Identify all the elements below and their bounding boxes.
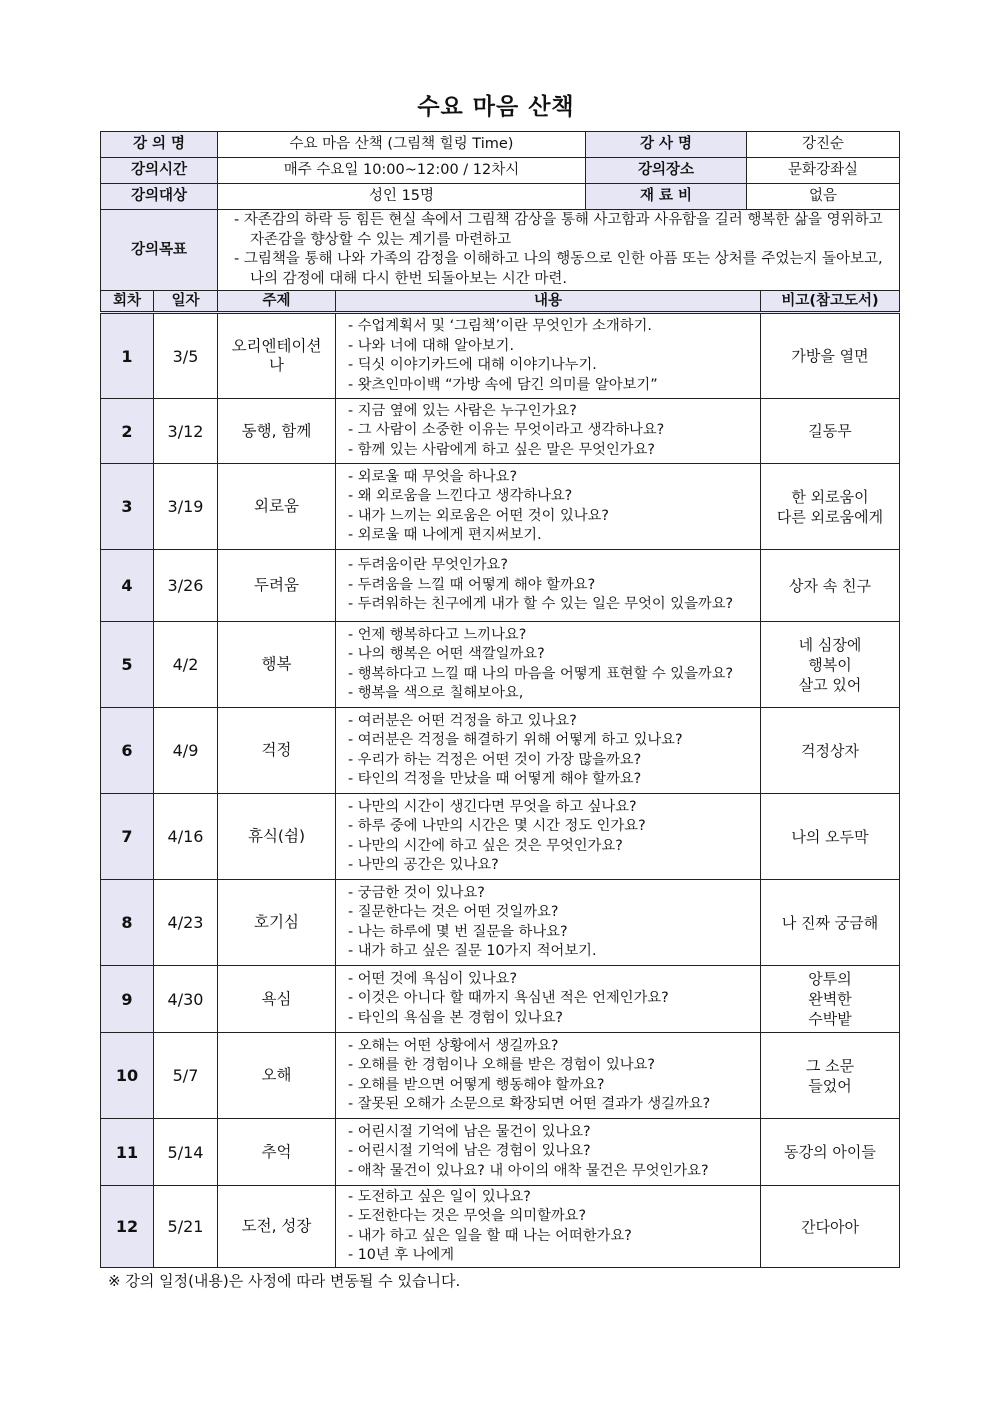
session-content <box>336 1186 761 1268</box>
session-content <box>336 1119 761 1186</box>
content-line: - 나와 너에 대해 알아보기. <box>348 337 514 354</box>
content-line: - 외로울 때 무엇을 하나요? <box>348 468 518 485</box>
content-line: - 내가 하고 싶은 질문 10가지 적어보기. <box>348 943 597 959</box>
course-goal-label: 강의목표 <box>101 210 218 291</box>
session-topic: 외로움 <box>218 464 336 550</box>
session-content <box>336 399 761 464</box>
content-line: - 여러분은 어떤 걱정을 하고 있나요? <box>348 712 577 729</box>
material-fee-value: 없음 <box>747 184 900 210</box>
content-line: - 여러분은 걱정을 해결하기 위해 어떻게 하고 있나요? <box>348 732 683 748</box>
reference-book: 상자 속 친구 <box>761 550 900 622</box>
header-session: 회차 <box>101 291 154 313</box>
course-target-value: 성인 15명 <box>218 184 586 210</box>
reference-book: 길동무 <box>761 399 900 464</box>
reference-book: 그 소문 들었어 <box>761 1033 900 1119</box>
session-topic: 호기심 <box>218 880 336 966</box>
content-line: - 나는 하루에 몇 번 질문을 하나요? <box>348 923 568 940</box>
course-goal-text <box>218 210 900 291</box>
session-date: 3/19 <box>154 464 218 550</box>
session-date: 4/16 <box>154 794 218 880</box>
course-goal-line: - 자존감의 하락 등 힘든 현실 속에서 그림책 감상을 통해 사고함과 사유함을 길러 행복한 삶을 영위하고 자존감을 향상할 수 있는 계기를 마련하고 <box>234 212 883 248</box>
session-topic: 오해 <box>218 1033 336 1119</box>
schedule-row <box>101 464 900 550</box>
session-date: 5/21 <box>154 1186 218 1268</box>
course-target-label: 강의대상 <box>101 184 218 210</box>
reference-book: 간다아아 <box>761 1186 900 1268</box>
schedule-row <box>101 1186 900 1268</box>
session-date: 5/7 <box>154 1033 218 1119</box>
session-topic: 걱정 <box>218 708 336 794</box>
header-date: 일자 <box>154 291 218 313</box>
schedule-row <box>101 708 900 794</box>
session-number: 6 <box>101 708 154 794</box>
session-topic: 도전, 성장 <box>218 1186 336 1268</box>
session-content <box>336 794 761 880</box>
course-goal-line: - 그림책을 통해 나와 가족의 감정을 이해하고 나의 행동으로 인한 아픔 또는 상처를 주었는지 돌아보고, 나의 감정에 대해 다시 한번 되돌아보는 시간 마련. <box>234 251 883 287</box>
session-number: 10 <box>101 1033 154 1119</box>
session-number: 7 <box>101 794 154 880</box>
session-topic: 동행, 함께 <box>218 399 336 464</box>
course-place-value: 문화강좌실 <box>747 158 900 184</box>
session-number: 1 <box>101 313 154 399</box>
reference-book: 네 심장에 행복이 살고 있어 <box>761 622 900 708</box>
session-number: 8 <box>101 880 154 966</box>
session-topic: 행복 <box>218 622 336 708</box>
reference-book: 걱정상자 <box>761 708 900 794</box>
course-info-table <box>100 131 900 291</box>
content-line: - 나의 행복은 어떤 색깔일까요? <box>348 646 545 662</box>
content-line: - 10년 후 나에게 <box>348 1247 455 1263</box>
content-line: - 언제 행복하다고 느끼나요? <box>348 626 527 643</box>
schedule-row <box>101 399 900 464</box>
session-topic: 두려움 <box>218 550 336 622</box>
session-number: 2 <box>101 399 154 464</box>
content-line: - 도전하고 싶은 일이 있나요? <box>348 1188 531 1205</box>
header-topic: 주제 <box>218 291 336 313</box>
header-reference: 비고(참고도서) <box>761 291 900 313</box>
session-date: 3/26 <box>154 550 218 622</box>
content-line: - 이것은 아니다 할 때까지 욕심낸 적은 언제인가요? <box>348 990 669 1007</box>
content-line: - 내가 하고 싶은 일을 할 때 나는 어떠한가요? <box>348 1227 632 1244</box>
content-line: - 딕싯 이야기카드에 대해 이야기나누기. <box>348 357 597 373</box>
content-line: - 외로울 때 나에게 편지써보기. <box>348 527 542 543</box>
course-name-label: 강 의 명 <box>101 132 218 158</box>
course-name-value: 수요 마음 산책 (그림책 힐링 Time) <box>218 132 586 158</box>
header-content: 내용 <box>336 291 761 313</box>
content-line: - 행복하다고 느낄 때 나의 마음을 어떻게 표현할 수 있을까요? <box>348 665 734 682</box>
instructor-label: 강 사 명 <box>586 132 747 158</box>
session-date: 4/23 <box>154 880 218 966</box>
reference-book: 나 진짜 궁금해 <box>761 880 900 966</box>
content-line: - 잘못된 오해가 소문으로 확장되면 어떤 결과가 생길까요? <box>348 1096 711 1112</box>
schedule-row <box>101 966 900 1033</box>
session-date: 4/30 <box>154 966 218 1033</box>
content-line: - 오해를 받으면 어떻게 행동해야 할까요? <box>348 1076 605 1093</box>
session-content <box>336 1033 761 1119</box>
material-fee-label: 재 료 비 <box>586 184 747 210</box>
schedule-row <box>101 622 900 708</box>
content-line: - 두려움이란 무엇인가요? <box>348 557 508 574</box>
reference-book: 한 외로움이 다른 외로움에게 <box>761 464 900 550</box>
session-topic: 오리엔테이션 나 <box>218 313 336 399</box>
page-title: 수요 마음 산책 <box>417 94 575 120</box>
session-number: 11 <box>101 1119 154 1186</box>
session-number: 4 <box>101 550 154 622</box>
course-time-label: 강의시간 <box>101 158 218 184</box>
content-line: - 나만의 시간이 생긴다면 무엇을 하고 싶나요? <box>348 798 637 815</box>
content-line: - 오해는 어떤 상황에서 생길까요? <box>348 1037 559 1054</box>
session-number: 5 <box>101 622 154 708</box>
reference-book: 앙투의 완벽한 수박밭 <box>761 966 900 1033</box>
content-line: - 타인의 걱정을 만났을 때 어떻게 해야 할까요? <box>348 771 642 787</box>
session-date: 3/5 <box>154 313 218 399</box>
schedule-row <box>101 1119 900 1186</box>
content-line: - 질문한다는 것은 어떤 것일까요? <box>348 904 559 920</box>
schedule-body <box>101 313 900 1268</box>
content-line: - 오해를 한 경험이나 오해를 받은 경험이 있나요? <box>348 1057 655 1073</box>
content-line: - 함께 있는 사람에게 하고 싶은 말은 무엇인가요? <box>348 441 655 458</box>
session-content <box>336 880 761 966</box>
content-line: - 두려움을 느낄 때 어떻게 해야 할까요? <box>348 576 596 593</box>
course-place-label: 강의장소 <box>586 158 747 184</box>
schedule-row <box>101 550 900 622</box>
content-line: - 나만의 공간은 있나요? <box>348 857 499 873</box>
content-line: - 두려워하는 친구에게 내가 할 수 있는 일은 무엇이 있을까요? <box>348 596 734 613</box>
content-line: - 왓츠인마이백 “가방 속에 담긴 의미를 알아보기” <box>348 376 658 393</box>
content-line: - 지금 옆에 있는 사람은 누구인가요? <box>348 402 577 419</box>
content-line: - 왜 외로움을 느낀다고 생각하나요? <box>348 488 573 504</box>
session-number: 3 <box>101 464 154 550</box>
content-line: - 하루 중에 나만의 시간은 몇 시간 정도 인가요? <box>348 818 646 834</box>
session-number: 12 <box>101 1186 154 1268</box>
session-date: 4/2 <box>154 622 218 708</box>
content-line: - 내가 느끼는 외로움은 어떤 것이 있나요? <box>348 507 609 524</box>
session-number: 9 <box>101 966 154 1033</box>
reference-book: 가방을 열면 <box>761 313 900 399</box>
schedule-row <box>101 794 900 880</box>
schedule-row <box>101 1033 900 1119</box>
content-line: - 궁금한 것이 있나요? <box>348 884 485 901</box>
content-line: - 나만의 시간에 하고 싶은 것은 무엇인가요? <box>348 837 623 854</box>
course-time-value: 매주 수요일 10:00~12:00 / 12차시 <box>218 158 586 184</box>
content-line: - 수업계획서 및 ‘그림책’이란 무엇인가 소개하기. <box>348 318 652 334</box>
session-date: 5/14 <box>154 1119 218 1186</box>
session-content <box>336 313 761 399</box>
reference-book: 나의 오두막 <box>761 794 900 880</box>
session-topic: 욕심 <box>218 966 336 1033</box>
session-content <box>336 464 761 550</box>
session-date: 4/9 <box>154 708 218 794</box>
content-line: - 행복을 색으로 칠해보아요, <box>348 685 524 701</box>
content-line: - 도전한다는 것은 무엇을 의미할까요? <box>348 1208 587 1224</box>
content-line: - 어린시절 기억에 남은 물건이 있나요? <box>348 1123 591 1140</box>
schedule-note: ※ 강의 일정(내용)은 사정에 따라 변동될 수 있습니다. <box>108 1272 461 1290</box>
session-date: 3/12 <box>154 399 218 464</box>
instructor-value: 강진순 <box>747 132 900 158</box>
session-content <box>336 966 761 1033</box>
content-line: - 어떤 것에 욕심이 있나요? <box>348 970 518 987</box>
schedule-row <box>101 313 900 399</box>
content-line: - 우리가 하는 걱정은 어떤 것이 가장 많을까요? <box>348 751 642 768</box>
content-line: - 타인의 욕심을 본 경험이 있나요? <box>348 1009 564 1026</box>
session-topic: 추억 <box>218 1119 336 1186</box>
session-content <box>336 550 761 622</box>
content-line: - 애착 물건이 있나요? 내 아이의 애착 물건은 무엇인가요? <box>348 1162 709 1179</box>
schedule-table <box>100 290 900 1268</box>
session-content <box>336 708 761 794</box>
reference-book: 동강의 아이들 <box>761 1119 900 1186</box>
content-line: - 그 사람이 소중한 이유는 무엇이라고 생각하나요? <box>348 422 665 439</box>
schedule-row <box>101 880 900 966</box>
content-line: - 어린시절 기억에 남은 경험이 있나요? <box>348 1143 591 1160</box>
session-content <box>336 622 761 708</box>
session-topic: 휴식(쉼) <box>218 794 336 880</box>
